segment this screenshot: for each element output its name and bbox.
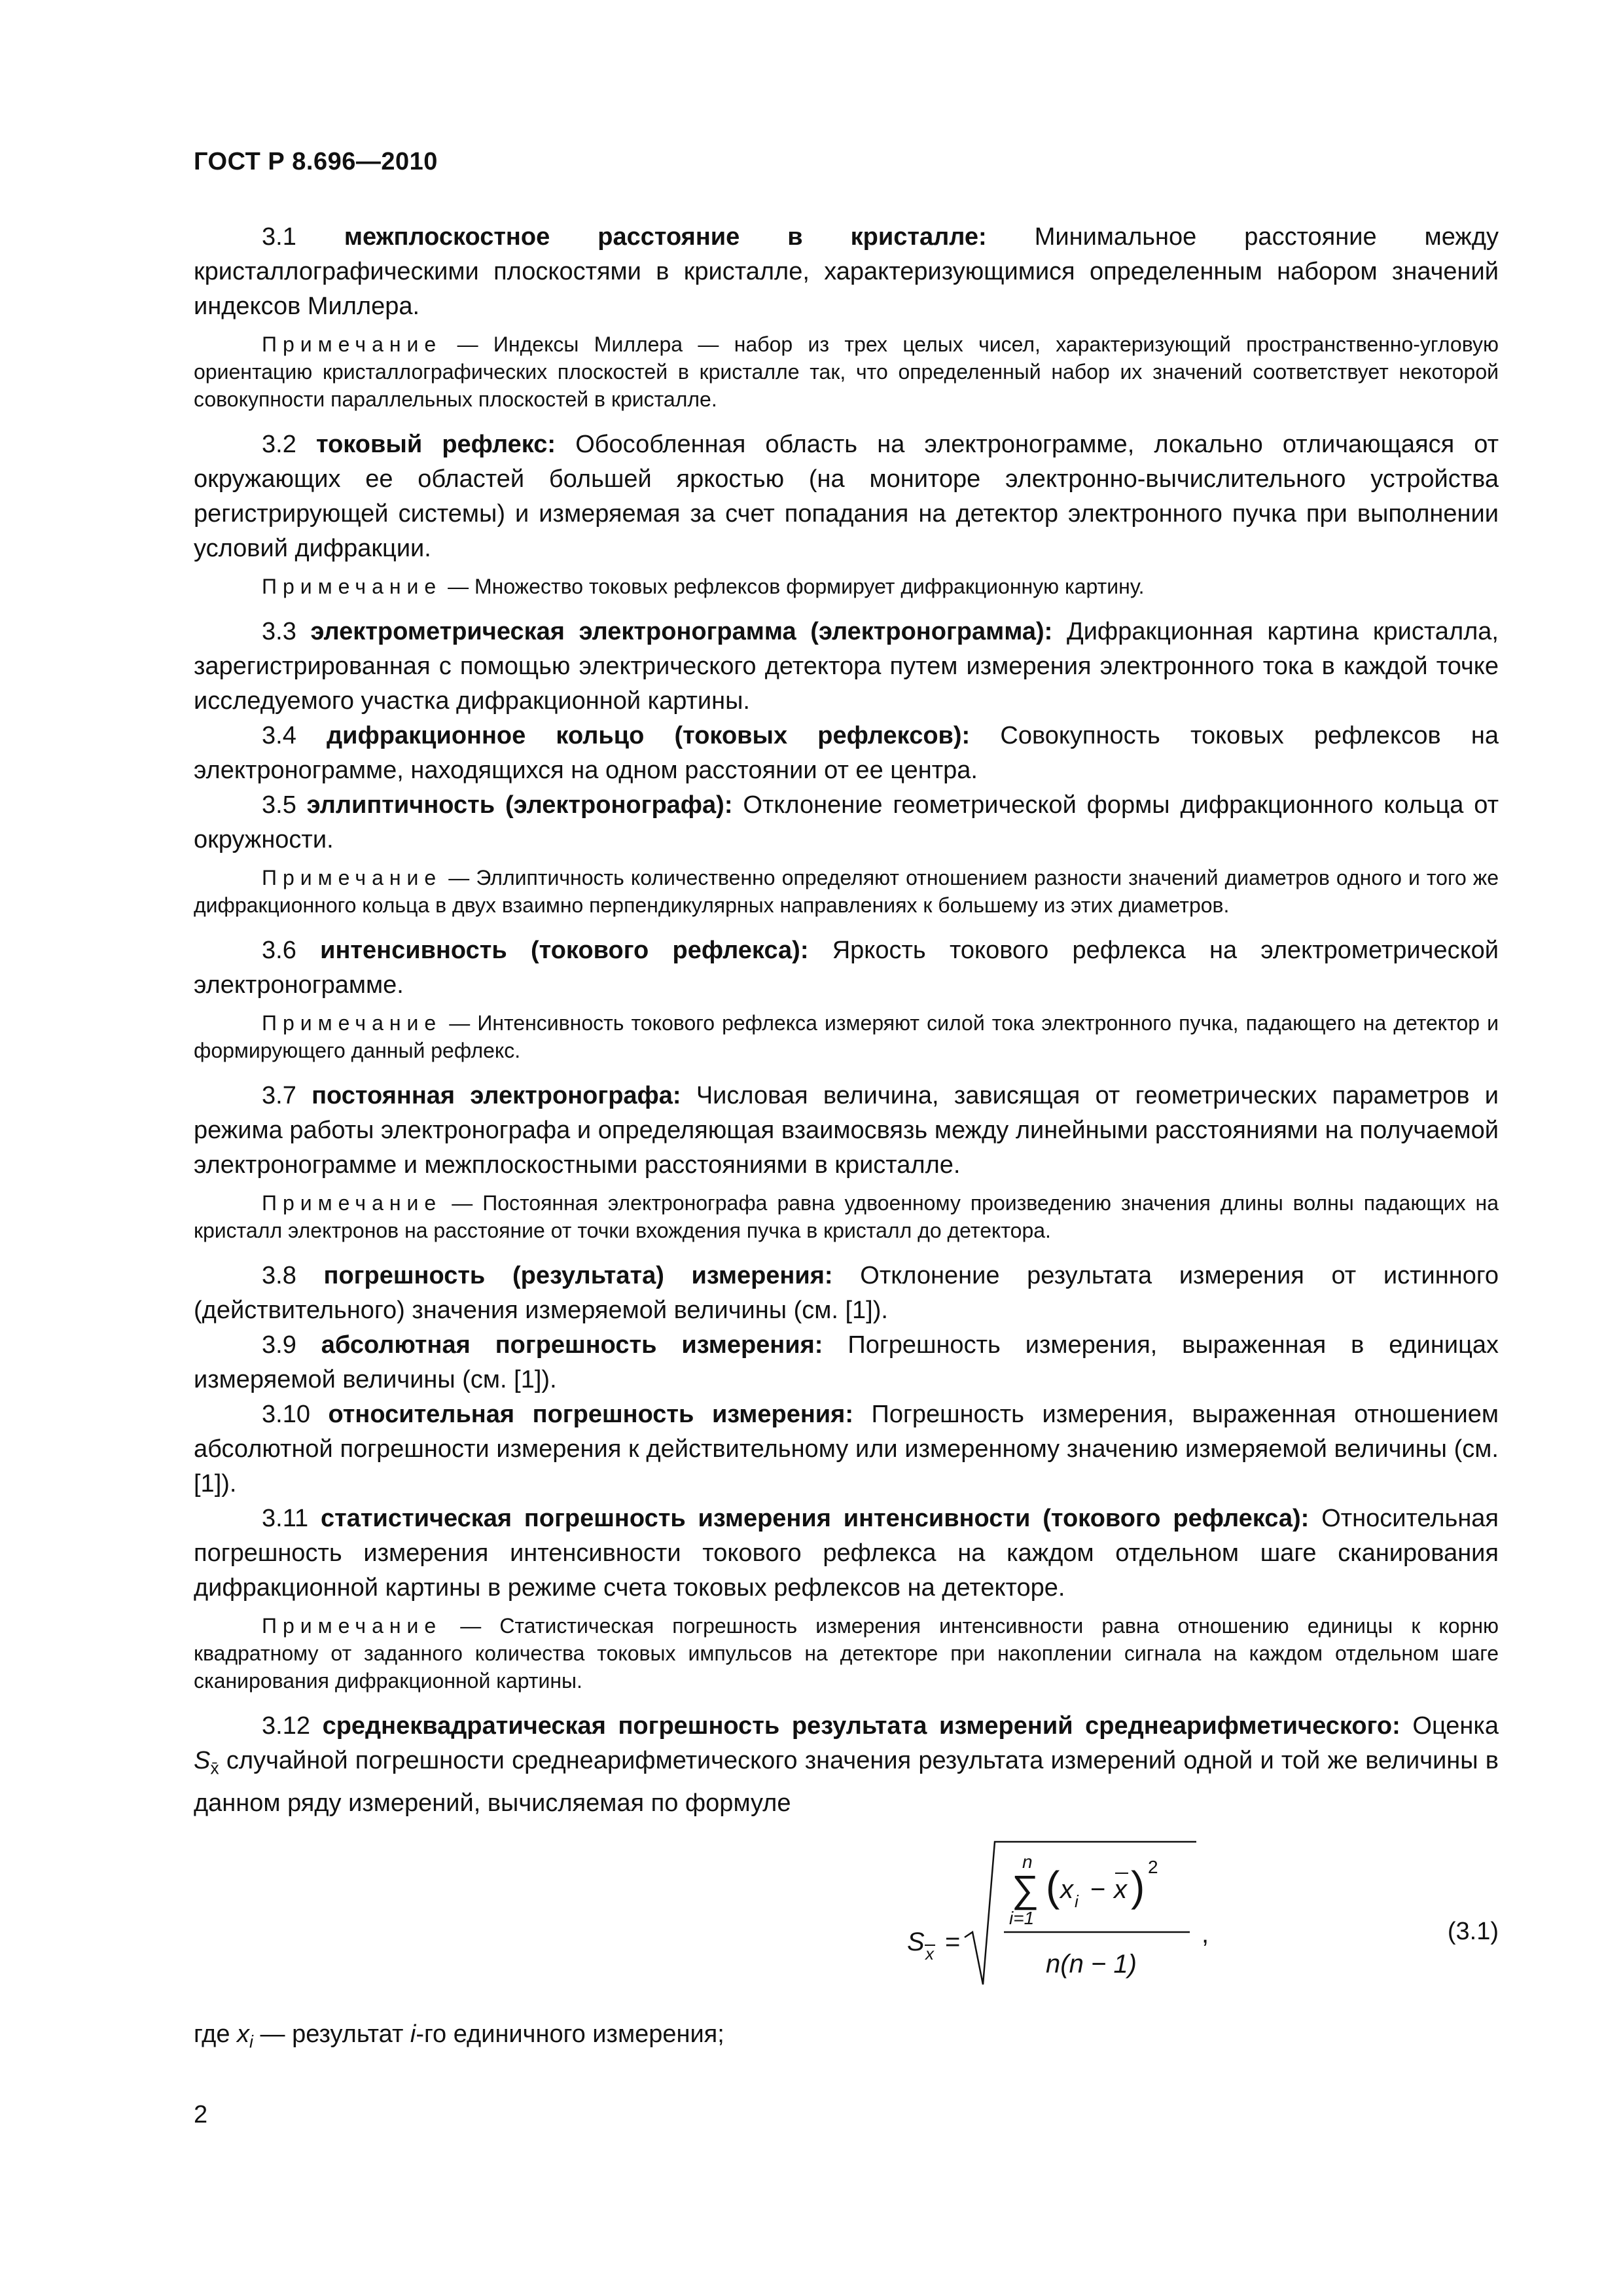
definition-3-3: 3.3 электрометрическая электронограмма (электронограмма): Дифракционная картина кристалла, зарегистрированная с помощью электрического детектора путем измерения электронного тока в каждой точке исследуемого участка дифракционной картины. bbox=[194, 618, 1499, 715]
definition-3-11: 3.11 статистическая погрешность измерения интенсивности (токового рефлекса): Относительная погрешность измерения интенсивности токового рефлекса на каждом отдельном шаге сканирования дифракционной картины в режиме счета токовых рефлексов на детекторе. bbox=[194, 1505, 1499, 1602]
equation-number: (3.1) bbox=[1447, 1917, 1499, 1945]
note-3-11: Примечание — Статистическая погрешность измерения интенсивности равна отношению единицы к корню квадратному от заданного количества токовых импульсов на детекторе при накоплении сигнала на каждом отдельном шаге сканирования дифракционной картины. bbox=[194, 1614, 1499, 1693]
document-body bbox=[194, 220, 1499, 2059]
definition-3-9: 3.9 абсолютная погрешность измерения: Погрешность измерения, выраженная в единицах измеряемой величины (см. [1]). bbox=[194, 1331, 1499, 1393]
definition-3-8: 3.8 погрешность (результата) измерения: Отклонение результата измерения от истинного (действительного) значения измеряемой величины (см. [1]). bbox=[194, 1262, 1499, 1324]
formula-svg bbox=[894, 1833, 1234, 1998]
note-3-5: Примечание — Эллиптичность количественно определяют отношением разности значений диаметров одного и того же дифракционного кольца в двух взаимно перпендикулярных направлениях к большему из этих диаметров. bbox=[194, 866, 1499, 917]
page-number: 2 bbox=[194, 2101, 208, 2128]
note-3-1: Примечание — Индексы Миллера — набор из трех целых чисел, характеризующий пространственно-угловую ориентацию кристаллографических плоскостей в кристалле так, что определенный набор их значений соответствует некоторой совокупности параллельных плоскостей в кристалле. bbox=[194, 332, 1499, 411]
sum-upper-limit: n bbox=[1022, 1851, 1033, 1872]
definition-3-12: 3.12 среднеквадратическая погрешность результата измерений среднеарифметического: Оценка $S_{x̄}$ случайной погрешности среднеарифметического значения результата измерений одной и той же величины в данном ряду измерений, вычисляемая по формуле bbox=[194, 1712, 1499, 1817]
formula-lhs-sub: x bbox=[925, 1943, 934, 1964]
formula-denominator: n(n − 1) bbox=[1046, 1949, 1137, 1979]
definition-3-1: 3.1 межплоскостное расстояние в кристалле: Минимальное расстояние между кристаллографическими плоскостями в кристалле, характеризующимися определенным набором значений индексов Миллера. bbox=[194, 223, 1499, 320]
formula-xbar: x bbox=[1114, 1874, 1127, 1904]
paren-open: ( bbox=[1046, 1862, 1060, 1910]
note-3-2: Примечание — Множество токовых рефлексов формирует дифракционную картину. bbox=[262, 575, 1145, 598]
formula-x-sub: i bbox=[1075, 1891, 1079, 1911]
formula-minus: − bbox=[1090, 1874, 1106, 1904]
definition-3-4: 3.4 дифракционное кольцо (токовых рефлексов): Совокупность токовых рефлексов на электронограмме, находящихся на одном расстоянии от ее центра. bbox=[194, 722, 1499, 784]
paren-close: ) bbox=[1131, 1862, 1145, 1910]
formula-comma: , bbox=[1202, 1919, 1209, 1948]
note-3-7: Примечание — Постоянная электронографа равна удвоенному произведению значения длины волны падающих на кристалл электронов на расстояние от точки вхождения пучка в кристалл до детектора. bbox=[194, 1191, 1499, 1242]
formula-legend: где $x_i$ — результат i-го единичного измерения; bbox=[194, 2020, 724, 2052]
formula-lhs: S bbox=[907, 1927, 925, 1956]
definition-3-10: 3.10 относительная погрешность измерения: Погрешность измерения, выраженная отношением абсолютной погрешности измерения к действительному или измеренному значению измеряемой величины (см. [1]). bbox=[194, 1401, 1499, 1498]
formula-x: x bbox=[1060, 1874, 1073, 1904]
formula-3-1 bbox=[194, 1833, 1499, 1998]
definition-3-7: 3.7 постоянная электронографа: Числовая величина, зависящая от геометрических параметров и режима работы электронографа и определяющая взаимосвязь между линейными расстояниями на получаемой электронограмме и межплоскостными расстояниями в кристалле. bbox=[194, 1082, 1499, 1179]
definition-3-6: 3.6 интенсивность (токового рефлекса): Яркость токового рефлекса на электрометрической электронограмме. bbox=[194, 937, 1499, 999]
note-3-6: Примечание — Интенсивность токового рефлекса измеряют силой тока электронного пучка, падающего на детектор и формирующего данный рефлекс. bbox=[194, 1011, 1499, 1062]
sum-lower-limit: i=1 bbox=[1009, 1907, 1035, 1928]
definition-3-2: 3.2 токовый рефлекс: Обособленная область на электронограмме, локально отличающаяся от окружающих ее областей большей яркостью (на мониторе электронно-вычислительного устройства регистрирующей системы) и измеряемая за счет попадания на детектор электронного пучка при выполнении условий дифракции. bbox=[194, 431, 1499, 562]
formula-equals: = bbox=[945, 1927, 961, 1956]
definition-3-5: 3.5 эллиптичность (электронографа): Отклонение геометрической формы дифракционного кольца от окружности. bbox=[194, 791, 1499, 853]
document-header: ГОСТ Р 8.696—2010 bbox=[194, 148, 438, 175]
formula-power: 2 bbox=[1148, 1856, 1158, 1877]
sum-sign: ∑ bbox=[1012, 1867, 1039, 1910]
